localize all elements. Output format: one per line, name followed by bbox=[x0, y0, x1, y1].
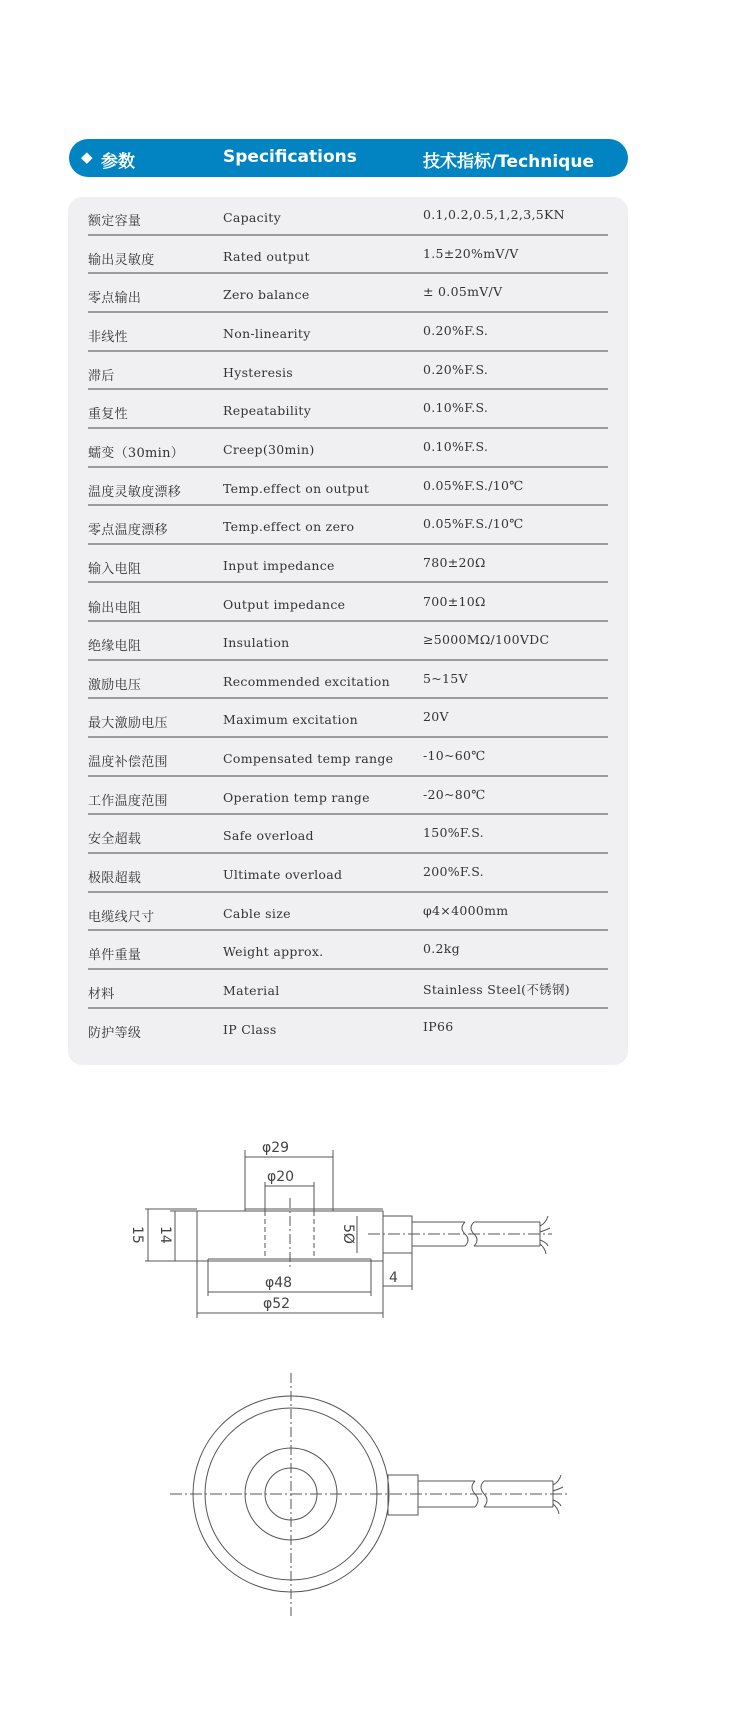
spec-row bbox=[88, 970, 608, 1009]
dim-15: 15 bbox=[129, 1226, 145, 1244]
spec-value: 0.2kg bbox=[423, 941, 460, 957]
spec-name-en: Input impedance bbox=[223, 557, 335, 573]
spec-name-cn: 输入电阻 bbox=[88, 561, 142, 577]
spec-name-cn: 工作温度范围 bbox=[88, 793, 168, 809]
spec-name-en: Non-linearity bbox=[223, 325, 311, 341]
diamond-icon: ◆ bbox=[81, 148, 93, 166]
spec-name-en: Zero balance bbox=[223, 287, 310, 303]
spec-row bbox=[88, 390, 608, 429]
spec-name-cn: 额定容量 bbox=[88, 214, 142, 229]
spec-name-cn: 激励电压 bbox=[88, 677, 142, 693]
spec-name-cn: 绝缘电阻 bbox=[88, 639, 142, 655]
spec-row bbox=[88, 931, 608, 970]
spec-table bbox=[68, 197, 628, 1065]
spec-name-en: Weight approx. bbox=[223, 944, 324, 960]
spec-name-cn: 极限超载 bbox=[88, 871, 142, 887]
spec-row bbox=[88, 352, 608, 391]
spec-name-en: Recommended excitation bbox=[223, 673, 390, 689]
spec-row bbox=[88, 661, 608, 700]
spec-value: ± 0.05mV/V bbox=[423, 284, 503, 300]
spec-row bbox=[88, 545, 608, 584]
header-params: 参数 bbox=[101, 152, 135, 172]
spec-row bbox=[88, 429, 608, 468]
spec-row bbox=[88, 815, 608, 854]
spec-name-cn: 零点温度漂移 bbox=[88, 523, 168, 539]
spec-row bbox=[88, 738, 608, 777]
spec-row bbox=[88, 699, 608, 738]
spec-value: IP66 bbox=[423, 1018, 454, 1034]
spec-name-cn: 重复性 bbox=[88, 407, 128, 423]
spec-row bbox=[88, 777, 608, 816]
spec-name-cn: 安全超载 bbox=[88, 832, 142, 848]
spec-value: 0.05%F.S./10℃ bbox=[423, 477, 524, 493]
spec-value: φ4×4000mm bbox=[423, 902, 509, 918]
spec-value: 5~15V bbox=[423, 670, 468, 686]
spec-value: 700±10Ω bbox=[423, 593, 486, 609]
spec-name-en: Safe overload bbox=[223, 828, 314, 844]
spec-name-en: Ultimate overload bbox=[223, 867, 343, 883]
spec-name-cn: 温度补偿范围 bbox=[88, 755, 168, 771]
spec-name-en: Repeatability bbox=[223, 403, 312, 419]
spec-row bbox=[88, 1009, 608, 1048]
spec-value: 200%F.S. bbox=[423, 864, 484, 880]
spec-name-en: Compensated temp range bbox=[223, 751, 394, 767]
spec-name-en: Temp.effect on output bbox=[223, 480, 370, 496]
spec-name-en: Material bbox=[223, 983, 280, 998]
spec-value: ≥5000MΩ/100VDC bbox=[423, 632, 550, 648]
dim-cable-dia: 5Ø bbox=[340, 1224, 356, 1244]
spec-value: 0.1,0.2,0.5,1,2,3,5KN bbox=[423, 207, 565, 222]
spec-row bbox=[88, 622, 608, 661]
spec-name-cn: 材料 bbox=[88, 987, 115, 1002]
spec-name-cn: 滞后 bbox=[88, 368, 115, 384]
spec-name-en: Cable size bbox=[223, 905, 291, 921]
spec-name-cn: 单件重量 bbox=[88, 948, 142, 964]
spec-value: -10~60℃ bbox=[423, 748, 486, 764]
spec-value: 780±20Ω bbox=[423, 554, 486, 570]
spec-name-en: Creep(30min) bbox=[223, 441, 315, 457]
dim-phi48: φ48 bbox=[265, 1275, 293, 1291]
spec-value: 20V bbox=[423, 709, 449, 725]
spec-name-en: Operation temp range bbox=[223, 789, 370, 805]
dim-phi52: φ52 bbox=[263, 1296, 291, 1312]
spec-name-en: Capacity bbox=[223, 210, 281, 225]
spec-name-cn: 非线性 bbox=[88, 329, 128, 345]
header-specifications: Specifications bbox=[223, 147, 357, 167]
spec-row bbox=[88, 854, 608, 893]
dim-phi20: φ20 bbox=[267, 1169, 295, 1185]
spec-name-en: IP Class bbox=[223, 1021, 277, 1037]
spec-name-cn: 温度灵敏度漂移 bbox=[88, 484, 182, 500]
spec-row bbox=[88, 506, 608, 545]
spec-row bbox=[88, 584, 608, 623]
spec-value: 0.20%F.S. bbox=[423, 322, 489, 338]
spec-name-en: Output impedance bbox=[223, 596, 346, 612]
spec-name-cn: 电缆线尺寸 bbox=[88, 909, 155, 925]
spec-name-cn: 蠕变（30min） bbox=[88, 445, 185, 461]
spec-name-en: Temp.effect on zero bbox=[223, 519, 355, 535]
top-view-drawing bbox=[0, 1360, 750, 1630]
spec-row bbox=[88, 236, 608, 275]
dim-phi29: φ29 bbox=[262, 1140, 290, 1156]
dim-14: 14 bbox=[157, 1226, 173, 1244]
side-view-drawing bbox=[0, 1100, 750, 1340]
spec-row bbox=[88, 468, 608, 507]
spec-name-en: Hysteresis bbox=[223, 364, 293, 380]
spec-value: 150%F.S. bbox=[423, 825, 484, 841]
spec-name-cn: 防护等级 bbox=[88, 1025, 142, 1041]
spec-row bbox=[88, 197, 608, 236]
spec-name-en: Maximum excitation bbox=[223, 712, 358, 728]
spec-name-cn: 输出灵敏度 bbox=[88, 252, 155, 268]
spec-value: 0.10%F.S. bbox=[423, 400, 489, 416]
header-technique: 技术指标/Technique bbox=[423, 152, 594, 172]
spec-name-en: Insulation bbox=[223, 635, 290, 651]
spec-name-cn: 最大激励电压 bbox=[88, 716, 168, 732]
spec-name-en: Rated output bbox=[223, 248, 310, 264]
spec-name-cn: 零点输出 bbox=[88, 291, 142, 307]
spec-value: -20~80℃ bbox=[423, 786, 486, 802]
dim-4: 4 bbox=[389, 1270, 398, 1286]
spec-header-banner bbox=[69, 139, 628, 177]
spec-value: 1.5±20%mV/V bbox=[423, 245, 519, 261]
spec-value: Stainless Steel(不锈钢) bbox=[423, 982, 570, 997]
spec-value: 0.20%F.S. bbox=[423, 361, 489, 377]
spec-value: 0.10%F.S. bbox=[423, 438, 489, 454]
spec-row bbox=[88, 313, 608, 352]
spec-row bbox=[88, 274, 608, 313]
spec-row bbox=[88, 893, 608, 932]
spec-name-cn: 输出电阻 bbox=[88, 600, 142, 616]
spec-value: 0.05%F.S./10℃ bbox=[423, 516, 524, 532]
